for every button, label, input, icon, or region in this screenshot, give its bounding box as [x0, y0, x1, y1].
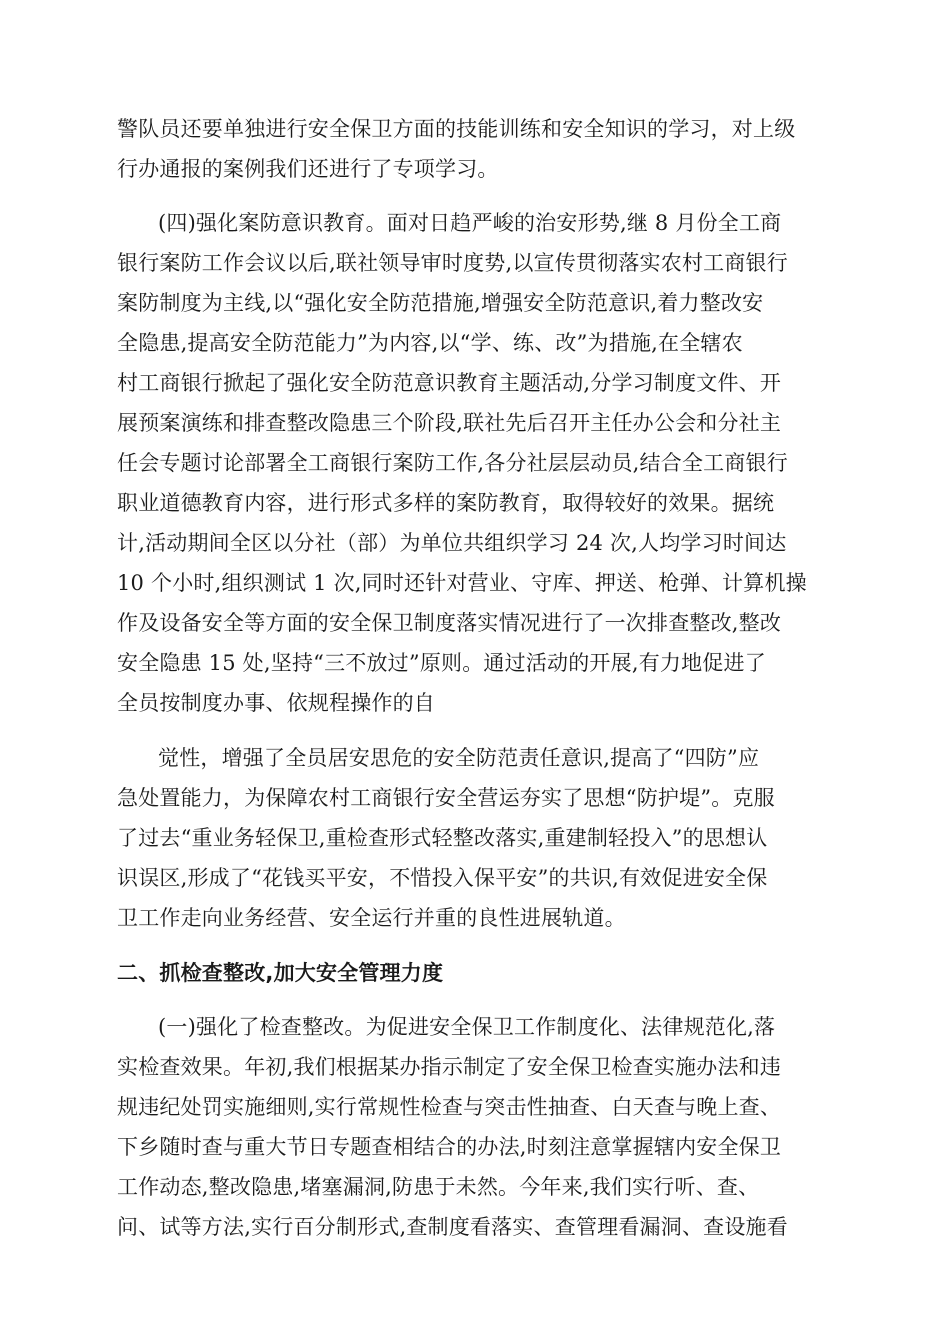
paragraph-line: 工作动态,整改隐患,堵塞漏洞,防患于未然。今年来,我们实行听、查、 — [117, 1175, 760, 1199]
paragraph-line: 觉性，增强了全员居安思危的安全防范责任意识,提高了“四防”应 — [158, 746, 760, 770]
paragraph-line: 下乡随时查与重大节日专题查相结合的办法,时刻注意掌握辖内安全保卫 — [117, 1135, 782, 1159]
paragraph-line: 急处置能力，为保障农村工商银行安全营运夯实了思想“防护堤”。克服 — [117, 786, 775, 810]
paragraph-line: 10 个小时,组织测试 1 次,同时还针对营业、守库、押送、枪弹、计算机操 — [117, 571, 807, 595]
paragraph-line: 问、试等方法,实行百分制形式,查制度看落实、查管理看漏洞、查设施看 — [117, 1215, 788, 1239]
paragraph-line: 规违纪处罚实施细则,实行常规性检查与突击性抽查、白天查与晚上查、 — [117, 1095, 782, 1119]
paragraph-line: 了过去“重业务轻保卫,重检查形式轻整改落实,重建制轻投入”的思想认 — [117, 826, 768, 850]
paragraph-line: 展预案演练和排查整改隐患三个阶段,联社先后召开主任办公会和分社主 — [117, 411, 782, 435]
paragraph-line: 实检查效果。年初,我们根据某办指示制定了安全保卫检查实施办法和违 — [117, 1055, 782, 1079]
paragraph-line: (一)强化了检查整改。为促进安全保卫工作制度化、法律规范化,落 — [158, 1015, 776, 1039]
section-heading: 二、抓检查整改,加大安全管理力度 — [117, 961, 444, 985]
paragraph-line: 计,活动期间全区以分社（部）为单位共组织学习 24 次,人均学习时间达 — [117, 531, 787, 555]
paragraph-line: 案防制度为主线,以“强化安全防范措施,增强安全防范意识,着力整改安 — [117, 291, 764, 315]
paragraph-line: 全隐患,提高安全防范能力”为内容,以“学、练、改”为措施,在全辖农 — [117, 331, 743, 355]
paragraph-line: (四)强化案防意识教育。面对日趋严峻的治安形势,继 8 月份全工商 — [158, 211, 782, 235]
paragraph-line: 作及设备安全等方面的安全保卫制度落实情况进行了一次排查整改,整改 — [117, 611, 782, 635]
paragraph-line: 村工商银行掀起了强化安全防范意识教育主题活动,分学习制度文件、开 — [117, 371, 782, 395]
paragraph-line: 全员按制度办事、依规程操作的自 — [117, 691, 435, 715]
paragraph-line: 安全隐患 15 处,坚持“三不放过”原则。通过活动的开展,有力地促进了 — [117, 651, 766, 675]
paragraph-line: 警队员还要单独进行安全保卫方面的技能训练和安全知识的学习，对上级 — [117, 117, 796, 141]
paragraph-line: 卫工作走向业务经营、安全运行并重的良性进展轨道。 — [117, 906, 626, 930]
paragraph-line: 职业道德教育内容，进行形式多样的案防教育，取得较好的效果。据统 — [117, 491, 775, 515]
paragraph-line: 银行案防工作会议以后,联社领导审时度势,以宣传贯彻落实农村工商银行 — [117, 251, 788, 275]
paragraph-line: 识误区,形成了“花钱买平安，不惜投入保平安”的共识,有效促进安全保 — [117, 866, 768, 890]
paragraph-line: 行办通报的案例我们还进行了专项学习。 — [117, 157, 499, 181]
paragraph-line: 任会专题讨论部署全工商银行案防工作,各分社层层动员,结合全工商银行 — [117, 451, 788, 475]
